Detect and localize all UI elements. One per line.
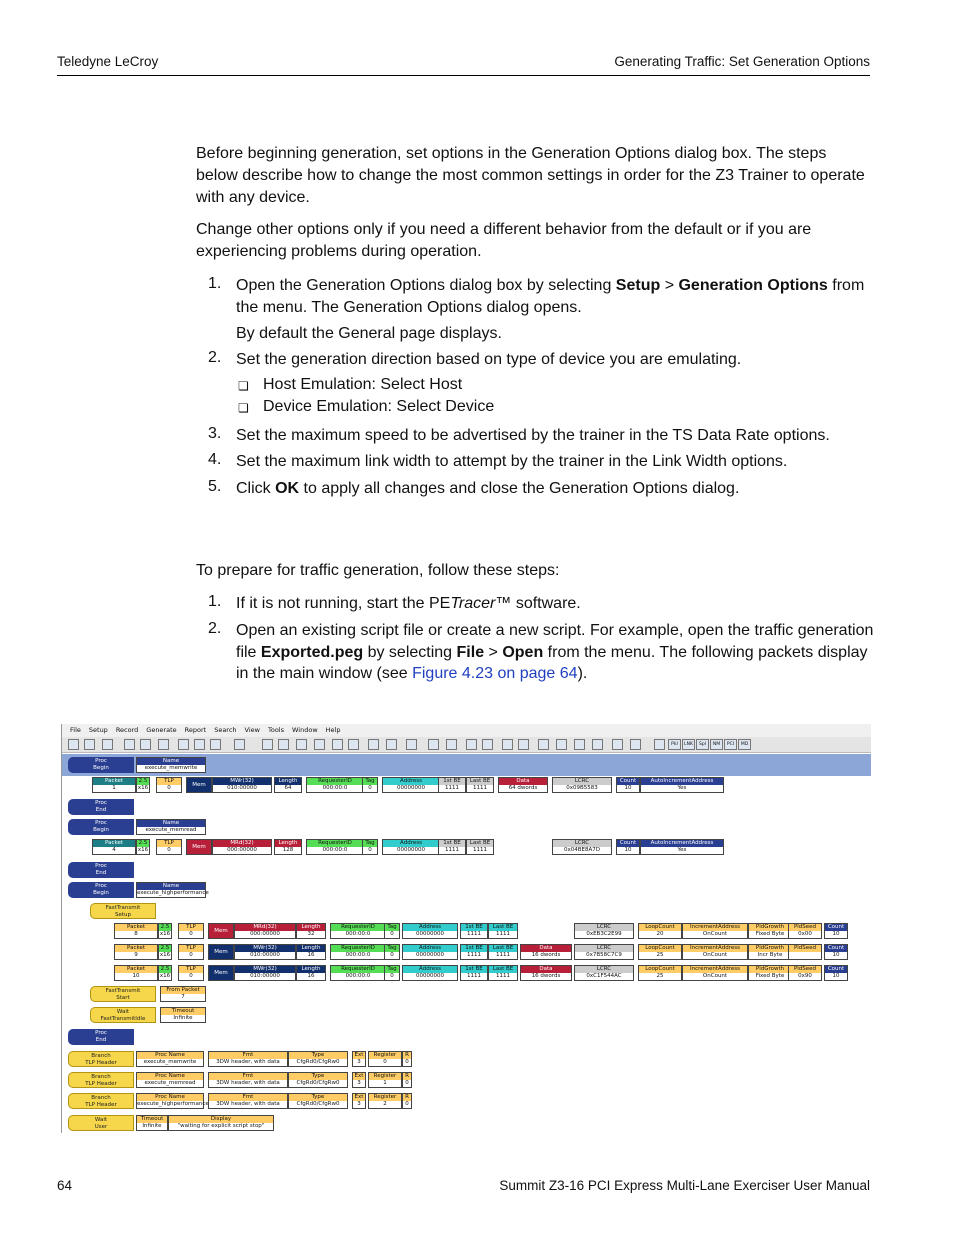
field-cell[interactable]: Ext 3 [352, 1093, 366, 1109]
field-cell[interactable]: MWr(32) 010:00000 [234, 944, 296, 960]
field-cell[interactable]: Data 16 dwords [520, 944, 572, 960]
field-cell[interactable]: R 0 [402, 1051, 412, 1067]
header-rule [57, 75, 870, 76]
field-cell[interactable]: LCRC 0x04BE8A7D [552, 839, 612, 855]
step-number: 2. [208, 349, 222, 366]
toolbar-icon[interactable] [314, 739, 325, 750]
toolbar-icon[interactable] [278, 739, 289, 750]
toolbar-icon[interactable] [592, 739, 603, 750]
script-node-label[interactable]: FastTransmit Start [90, 986, 156, 1002]
script-node-label[interactable]: Wait FastTransmitIdle [90, 1007, 156, 1023]
step-1: Open the Generation Options dialog box by selecting Setup > Generation Options from the menu. The Generation Options dialog opens. [236, 277, 865, 316]
toolbar-icon[interactable] [124, 739, 135, 750]
mem-type-cell[interactable]: Mem [208, 965, 234, 981]
toolbar-icon[interactable] [234, 739, 245, 750]
step-3: Set the maximum speed to be advertised by the trainer in the TS Data Rate options. [236, 427, 830, 444]
toolbar-icon[interactable] [386, 739, 397, 750]
field-cell[interactable]: TLP 0 [178, 965, 204, 981]
field-cell[interactable]: Proc Name execute_memwrite [136, 1051, 204, 1067]
toolbar-icon[interactable] [612, 739, 623, 750]
field-cell[interactable]: Timeout Infinite [160, 1007, 206, 1023]
field-cell[interactable]: 2.5 x16 [159, 966, 171, 979]
toolbar-icon[interactable] [538, 739, 549, 750]
step-number: 1. [208, 275, 222, 292]
script-node-label[interactable]: Wait User [68, 1115, 134, 1131]
toolbar-icon[interactable] [210, 739, 221, 750]
script-node-label[interactable]: Proc End [68, 799, 134, 815]
toolbar-icon[interactable] [466, 739, 477, 750]
toolbar-icon[interactable] [348, 739, 359, 750]
field-cell[interactable]: PldGrowth Fixed Byte [748, 923, 792, 939]
field-cell[interactable]: LCRC 0x7B58C7C9 [574, 944, 634, 960]
menu-item[interactable]: Search [214, 726, 237, 734]
toolbar-icon[interactable]: PkI [668, 739, 681, 750]
script-node-label[interactable]: Branch TLP Header [68, 1072, 134, 1088]
field-cell[interactable]: RequesterID 000:00:0 [330, 965, 386, 981]
field-cell[interactable]: TLP 0 [156, 777, 182, 793]
menu-item[interactable]: Tools [267, 726, 284, 734]
toolbar-icon[interactable] [194, 739, 205, 750]
field-cell[interactable]: MRd(32) 000:00000 [234, 923, 296, 939]
field-cell[interactable]: LCRC 0x09B5583 [552, 777, 612, 793]
field-cell[interactable]: Type CfgRd0/CfgRw0 [288, 1051, 348, 1067]
toolbar-icon[interactable]: LNK [682, 739, 695, 750]
toolbar-icon[interactable] [482, 739, 493, 750]
script-node-label[interactable]: Branch TLP Header [68, 1051, 134, 1067]
running-header-left: Teledyne LeCroy [57, 54, 159, 69]
field-cell[interactable]: IncrementAddress OnCount [682, 944, 748, 960]
menu-item[interactable]: Report [184, 726, 207, 734]
menu-item[interactable]: Setup [88, 726, 108, 734]
field-cell[interactable]: Address 00000000 [402, 965, 458, 981]
field-cell[interactable]: Address 00000000 [382, 839, 440, 855]
field-cell[interactable]: PldSeed 0x90 [788, 965, 822, 981]
script-node-label[interactable]: Proc Begin [68, 757, 134, 773]
field-cell[interactable]: Data 64 dwords [498, 777, 548, 793]
toolbar-icon[interactable] [654, 739, 665, 750]
checkbox-bullet-icon: ❏ [238, 401, 249, 415]
field-cell[interactable]: Name execute_highperformance [137, 883, 209, 896]
step-4: Set the maximum link width to attempt by the trainer in the Link Width options. [236, 453, 788, 470]
field-cell[interactable]: RequesterID 000:00:0 [330, 944, 386, 960]
field-cell[interactable]: Count 10 [616, 839, 640, 855]
toolbar-icon[interactable]: Spl [696, 739, 709, 750]
field-cell[interactable]: Tag 0 [362, 777, 378, 793]
toolbar-icon[interactable] [140, 739, 151, 750]
toolbar-icon[interactable] [502, 739, 513, 750]
prep-step-2: Open an existing script file or create a new script. For example, open the traffic generation file Exported.peg by selecting File > Open from the menu. The following packets display in the main window (see Figure 4.23 on page 64). [236, 622, 874, 682]
field-cell[interactable]: Register 2 [368, 1093, 402, 1109]
field-cell[interactable]: 1st BE 1111 [460, 965, 488, 981]
mem-type-cell[interactable]: Mem [208, 944, 234, 960]
field-cell[interactable]: Length 32 [296, 923, 326, 939]
field-cell[interactable]: LCRC 0xC1F544AC [574, 965, 634, 981]
field-cell[interactable]: Fmt 3DW header, with data [208, 1093, 288, 1109]
field-cell[interactable]: Packet 8 [114, 923, 158, 939]
field-cell[interactable]: 2.5 x16 [159, 924, 171, 937]
field-cell[interactable]: Count 10 [824, 944, 848, 960]
menu-item[interactable]: Record [115, 726, 139, 734]
field-cell[interactable]: Length 16 [296, 944, 326, 960]
step-1-note: By default the General page displays. [236, 325, 502, 342]
menu-item[interactable]: Window [292, 726, 318, 734]
field-cell[interactable]: IncrementAddress OnCount [682, 965, 748, 981]
field-cell[interactable]: Length 64 [274, 777, 302, 793]
field-cell[interactable]: Count 10 [824, 923, 848, 939]
field-cell[interactable]: Last BE 1111 [488, 923, 518, 939]
field-cell[interactable]: Display "waiting for explicit script stop" [168, 1115, 274, 1131]
field-cell[interactable]: 2.5 x16 [137, 778, 149, 791]
field-cell[interactable]: RequesterID 000:00:0 [306, 777, 364, 793]
field-cell[interactable]: Last BE 1111 [488, 944, 518, 960]
field-cell[interactable]: Ext 3 [352, 1051, 366, 1067]
field-cell[interactable]: 2.5 x16 [137, 840, 149, 853]
field-cell[interactable]: MWr(32) 010:00000 [234, 965, 296, 981]
field-cell[interactable]: TLP 0 [178, 923, 204, 939]
script-node-label[interactable]: Proc Begin [68, 819, 134, 835]
menu-item[interactable]: View [244, 726, 260, 734]
toolbar [62, 737, 871, 753]
field-cell[interactable]: AutoIncrementAddress Yes [640, 777, 724, 793]
prep-step-1: If it is not running, start the PETracer™ software. [236, 595, 581, 612]
field-cell[interactable]: Packet 4 [92, 839, 136, 855]
field-cell[interactable]: PldSeed 0x00 [788, 923, 822, 939]
field-cell[interactable]: Ext 3 [352, 1072, 366, 1088]
toolbar-icon[interactable] [368, 739, 379, 750]
toolbar-icon[interactable] [158, 739, 169, 750]
field-cell[interactable]: Count 10 [824, 965, 848, 981]
script-node-label[interactable]: Proc End [68, 1029, 134, 1045]
toolbar-icon[interactable] [574, 739, 585, 750]
checkbox-bullet-icon: ❏ [238, 379, 249, 393]
script-node-label[interactable]: Proc Begin [68, 882, 134, 898]
toolbar-icon[interactable] [68, 739, 79, 750]
toolbar-icon[interactable] [518, 739, 529, 750]
toolbar-icon[interactable] [84, 739, 95, 750]
mem-type-cell[interactable]: Mem [186, 777, 212, 793]
field-cell[interactable]: 2.5 x16 [159, 945, 171, 958]
prepare-paragraph: To prepare for traffic generation, follow these steps: [196, 562, 560, 579]
field-cell[interactable]: Fmt 3DW header, with data [208, 1072, 288, 1088]
toolbar-icon[interactable]: MD [738, 739, 751, 750]
field-cell[interactable]: LoopCount 25 [638, 965, 682, 981]
step-number: 1. [208, 593, 222, 610]
field-cell[interactable]: IncrementAddress OnCount [682, 923, 748, 939]
menu-item[interactable]: File [70, 726, 81, 734]
toolbar-icon[interactable] [556, 739, 567, 750]
toolbar-icon[interactable] [102, 739, 113, 750]
field-cell[interactable]: Count 10 [616, 777, 640, 793]
toolbar-icon[interactable]: NM [710, 739, 723, 750]
field-cell[interactable]: PldSeed [788, 944, 822, 960]
field-cell[interactable]: Fmt 3DW header, with data [208, 1051, 288, 1067]
field-cell[interactable]: Address 00000000 [402, 944, 458, 960]
field-cell[interactable]: Data 16 dwords [520, 965, 572, 981]
step-number: 5. [208, 478, 222, 495]
field-cell[interactable]: TLP 0 [156, 839, 182, 855]
mem-type-cell[interactable]: Mem [186, 839, 212, 855]
field-cell[interactable]: Last BE 1111 [488, 965, 518, 981]
toolbar-icon[interactable] [296, 739, 307, 750]
field-cell[interactable]: Length 16 [296, 965, 326, 981]
field-cell[interactable]: Tag 0 [384, 965, 400, 981]
toolbar-icon[interactable] [178, 739, 189, 750]
field-cell[interactable]: RequesterID 000:00:0 [330, 923, 386, 939]
step-2: Set the generation direction based on type of device you are emulating. [236, 351, 742, 368]
field-cell[interactable]: TLP 0 [178, 944, 204, 960]
field-cell[interactable]: Last BE 1111 [466, 839, 494, 855]
field-cell[interactable]: MWr(32) 010:00000 [212, 777, 272, 793]
field-cell[interactable]: Length 128 [274, 839, 302, 855]
step-number: 2. [208, 620, 222, 637]
field-cell[interactable]: Register 1 [368, 1072, 402, 1088]
field-cell[interactable]: LCRC 0xEB3C2E99 [574, 923, 634, 939]
field-cell[interactable]: 1st BE 1111 [460, 944, 488, 960]
petracer-screenshot [61, 724, 871, 1133]
script-node-label[interactable]: FastTransmit Setup [90, 903, 156, 919]
field-cell[interactable]: Tag 0 [362, 839, 378, 855]
field-cell[interactable]: Type CfgRd0/CfgRw0 [288, 1072, 348, 1088]
field-cell[interactable]: R 0 [402, 1093, 412, 1109]
bullet-host: Host Emulation: Select Host [263, 376, 463, 393]
field-cell[interactable]: Last BE 1111 [466, 777, 494, 793]
toolbar-icon[interactable] [332, 739, 343, 750]
field-cell[interactable]: Address 00000000 [402, 923, 458, 939]
field-cell[interactable]: Address 00000000 [382, 777, 440, 793]
field-cell[interactable]: Packet 9 [114, 944, 158, 960]
field-cell[interactable]: Packet 1 [92, 777, 136, 793]
field-cell[interactable]: MRd(32) 000:00000 [212, 839, 272, 855]
step-5: Click OK to apply all changes and close the Generation Options dialog. [236, 480, 740, 497]
script-node-label[interactable]: Branch TLP Header [68, 1093, 134, 1109]
toolbar-icon[interactable] [406, 739, 417, 750]
toolbar-icon[interactable]: PCI [724, 739, 737, 750]
script-node-label[interactable]: Proc End [68, 862, 134, 878]
options-paragraph: Change other options only if you need a different behavior from the default or if you are experiencing problems during operation. [196, 221, 812, 260]
mem-type-cell[interactable]: Mem [208, 923, 234, 939]
toolbar-icon[interactable] [262, 739, 273, 750]
field-cell[interactable]: Name execute_memwrite [136, 757, 206, 773]
field-cell[interactable]: PldGrowth Incr Byte [748, 944, 792, 960]
field-cell[interactable]: 1st BE 1111 [438, 839, 466, 855]
menu-item[interactable]: Help [325, 726, 341, 734]
field-cell[interactable]: LoopCount 20 [638, 923, 682, 939]
field-cell[interactable]: R 0 [402, 1072, 412, 1088]
menu-item[interactable]: Generate [146, 726, 177, 734]
menu-bar [62, 724, 871, 737]
field-cell[interactable]: Proc Name execute_highperformance [137, 1094, 209, 1107]
field-cell[interactable]: Register 0 [368, 1051, 402, 1067]
field-cell[interactable]: Type CfgRd0/CfgRw0 [288, 1093, 348, 1109]
bullet-device: Device Emulation: Select Device [263, 398, 495, 415]
toolbar-icon[interactable] [428, 739, 439, 750]
field-cell[interactable]: AutoIncrementAddress Yes [640, 839, 724, 855]
running-header-right: Generating Traffic: Set Generation Options [614, 54, 870, 69]
toolbar-icon[interactable] [630, 739, 641, 750]
field-cell[interactable]: 1st BE 1111 [460, 923, 488, 939]
page-number: 64 [57, 1178, 73, 1193]
field-cell[interactable]: Tag 0 [384, 944, 400, 960]
field-cell[interactable]: 1st BE 1111 [438, 777, 466, 793]
toolbar-icon[interactable] [446, 739, 457, 750]
field-cell[interactable]: Packet 10 [114, 965, 158, 981]
field-cell[interactable]: From Packet 7 [160, 986, 206, 1002]
figure-link[interactable]: Figure 4.23 on page 64 [412, 665, 578, 682]
field-cell[interactable]: Name execute_memread [136, 819, 206, 835]
manual-title: Summit Z3-16 PCI Express Multi-Lane Exerciser User Manual [499, 1178, 870, 1193]
field-cell[interactable]: LoopCount 25 [638, 944, 682, 960]
field-cell[interactable]: Tag 0 [384, 923, 400, 939]
step-number: 4. [208, 451, 222, 468]
step-number: 3. [208, 425, 222, 442]
field-cell[interactable]: PldGrowth Fixed Byte [748, 965, 792, 981]
field-cell[interactable]: RequesterID 000:00:0 [306, 839, 364, 855]
intro-paragraph: Before beginning generation, set options in the Generation Options dialog box. The steps below describe how to change the most common settings in order for the Z3 Trainer to operate with any device. [196, 145, 865, 206]
field-cell[interactable]: Timeout Infinite [136, 1115, 168, 1131]
field-cell[interactable]: Proc Name execute_memread [136, 1072, 204, 1088]
